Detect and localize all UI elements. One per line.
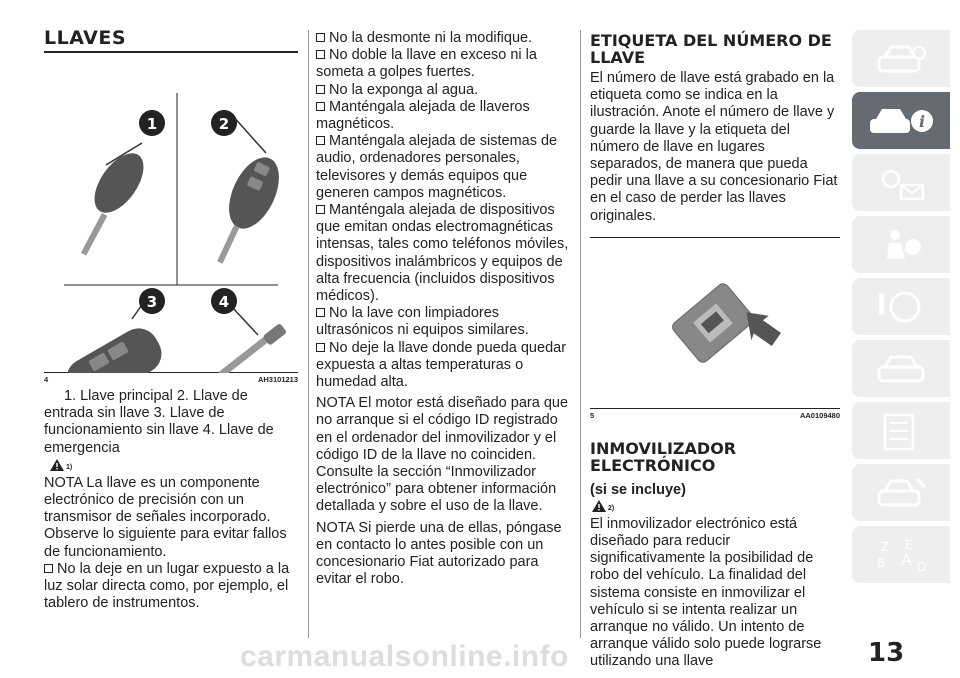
note-paragraph: NOTA La llave es un componente electrónico de precisión con un transmisor de señales incorporado. Observe lo siguiente para evitar fallos de funcionamiento. (44, 474, 287, 560)
immobilizer-paragraph: El inmovilizador electrónico está diseñado para reducir significativamente la posibilidad de robo del vehículo. La finalidad del sistema consiste en inmovilizar el vehículo si se intenta realizar un arranque no válido. Un intento de arranque válido solo puede lograrse utilizando una llave (590, 515, 822, 670)
bullet-item: No la deje en un lugar expuesto a la luz solar directa como, por ejemplo, el tablero de instrumentos. (44, 560, 290, 612)
bullet-item: No la lave con limpiadores ultrasónicos ni equipos similares. (316, 305, 529, 339)
section-title-keys: LLAVES (44, 27, 126, 49)
bullet-box-icon (316, 50, 325, 59)
bullet-box-icon (44, 564, 53, 573)
bullet-box-icon (316, 85, 325, 94)
tab-car-front-icon[interactable] (852, 340, 950, 397)
svg-text:D: D (917, 559, 927, 574)
note-engine: NOTA El motor está diseñado para que no arranque si el código ID registrado en el ordenador del inmovilizador y el código ID de la llave no coinciden. Consulte la sección “Inmovilizador electrónico” para obtener información detallada y sobre el uso de la llave. (316, 395, 569, 515)
column-divider (308, 30, 309, 638)
emergency-key-icon (219, 307, 288, 373)
column-precautions (316, 30, 570, 589)
bullet-box-icon (316, 136, 325, 145)
bullet-item: No doble la llave en exceso ni la someta a golpes fuertes. (316, 47, 537, 81)
bullet-item: Manténgala alejada de sistemas de audio, ordenadores personales, televisores y demás equipos que generen campos magnéticos. (316, 133, 558, 201)
tab-car-search-icon[interactable] (852, 30, 950, 87)
warning-reference (592, 500, 840, 512)
warning-ref-label: 2) (608, 504, 615, 512)
bullet-box-icon (316, 205, 325, 214)
warning-triangle-icon (50, 459, 64, 471)
column-divider (580, 30, 581, 638)
bullet-item: No deje la llave donde pueda quedar expuesta a altas temperaturas o humedad alta. (316, 339, 567, 391)
keyless-entry-key-icon (217, 115, 289, 264)
figure-keys (44, 53, 298, 373)
key-label-illustration (590, 238, 840, 410)
bullet-box-icon (316, 102, 325, 111)
bullet-item: No la exponga al agua. (316, 82, 570, 99)
tab-maintenance-list-icon[interactable] (852, 402, 950, 459)
column-label-immobilizer (590, 32, 840, 671)
key-label-paragraph: El número de llave está grabado en la etiqueta como se indica en la ilustración. Anote el número de llave y guarde la llave y la etiqueta del número de llave en lugares separados, de manera que pueda pedir una llave a su concesionario Fiat en el caso de perder las llaves originales. (590, 70, 838, 224)
tab-warning-lights-icon[interactable] (852, 154, 950, 211)
bullet-box-icon (316, 343, 325, 352)
figure-number: 4 (44, 375, 49, 384)
tab-car-info-icon[interactable] (852, 92, 950, 149)
subtitle: (si se incluye) (590, 481, 686, 498)
bullet-item: No la desmonte ni la modifique. (316, 30, 570, 47)
figure-code: AA0109480 (799, 410, 840, 420)
callout-label: 1 (146, 115, 158, 133)
column-keys (44, 28, 298, 612)
callout-label: 2 (218, 115, 230, 133)
figure-caption-bar (590, 409, 840, 420)
bullet-item: Manténgala alejada de dispositivos que emitan ondas electromagnéticas intensas, tales como teléfonos móviles, dispositivos inalámbricos y equipos de alta frecuencia (incluidos dispositivos médicos). (316, 202, 569, 305)
bullet-box-icon (316, 308, 325, 317)
keys-illustration (44, 53, 298, 373)
tab-alphabet-index-icon[interactable] (852, 526, 950, 583)
section-title-key-label: ETIQUETA DEL NÚMERO DE LLAVE (590, 31, 832, 67)
bullet-item: Manténgala alejada de llaveros magnéticos. (316, 98, 530, 133)
svg-text:E: E (905, 537, 913, 552)
figure-number: 5 (590, 410, 595, 420)
warning-reference (50, 459, 298, 471)
warning-ref-label: 1) (66, 463, 73, 471)
callout-label: 4 (218, 293, 230, 311)
tab-car-tools-icon[interactable] (852, 464, 950, 521)
section-title-immobilizer: INMOVILIZADOR ELECTRÓNICO (590, 438, 737, 475)
figure-code: AH3101213 (257, 375, 298, 384)
callout-label: 3 (146, 293, 158, 311)
svg-text:B: B (877, 555, 886, 570)
chapter-tabs (852, 30, 950, 588)
main-key-icon (81, 143, 153, 256)
svg-text:A: A (901, 549, 912, 569)
svg-text:i: i (918, 111, 926, 131)
tab-steering-wheel-icon[interactable] (852, 278, 950, 335)
figure-key-label (590, 237, 840, 409)
bullet-box-icon (316, 33, 325, 42)
svg-text:Z: Z (881, 539, 890, 554)
watermark: carmanualsonline.info (240, 640, 569, 673)
warning-triangle-icon (592, 500, 606, 512)
figure-legend: 1. Llave principal 2. Llave de entrada sin llave 3. Llave de funcionamiento sin llave 4. Llave de emergencia (44, 388, 274, 456)
figure-caption-bar (44, 373, 298, 384)
tab-airbag-icon[interactable] (852, 216, 950, 273)
page-number: 13 (868, 638, 905, 668)
note-lost-key: NOTA Si pierde una de ellas, póngase en contacto lo antes posible con un concesionario Fiat autorizado para evitar el robo. (316, 519, 562, 588)
